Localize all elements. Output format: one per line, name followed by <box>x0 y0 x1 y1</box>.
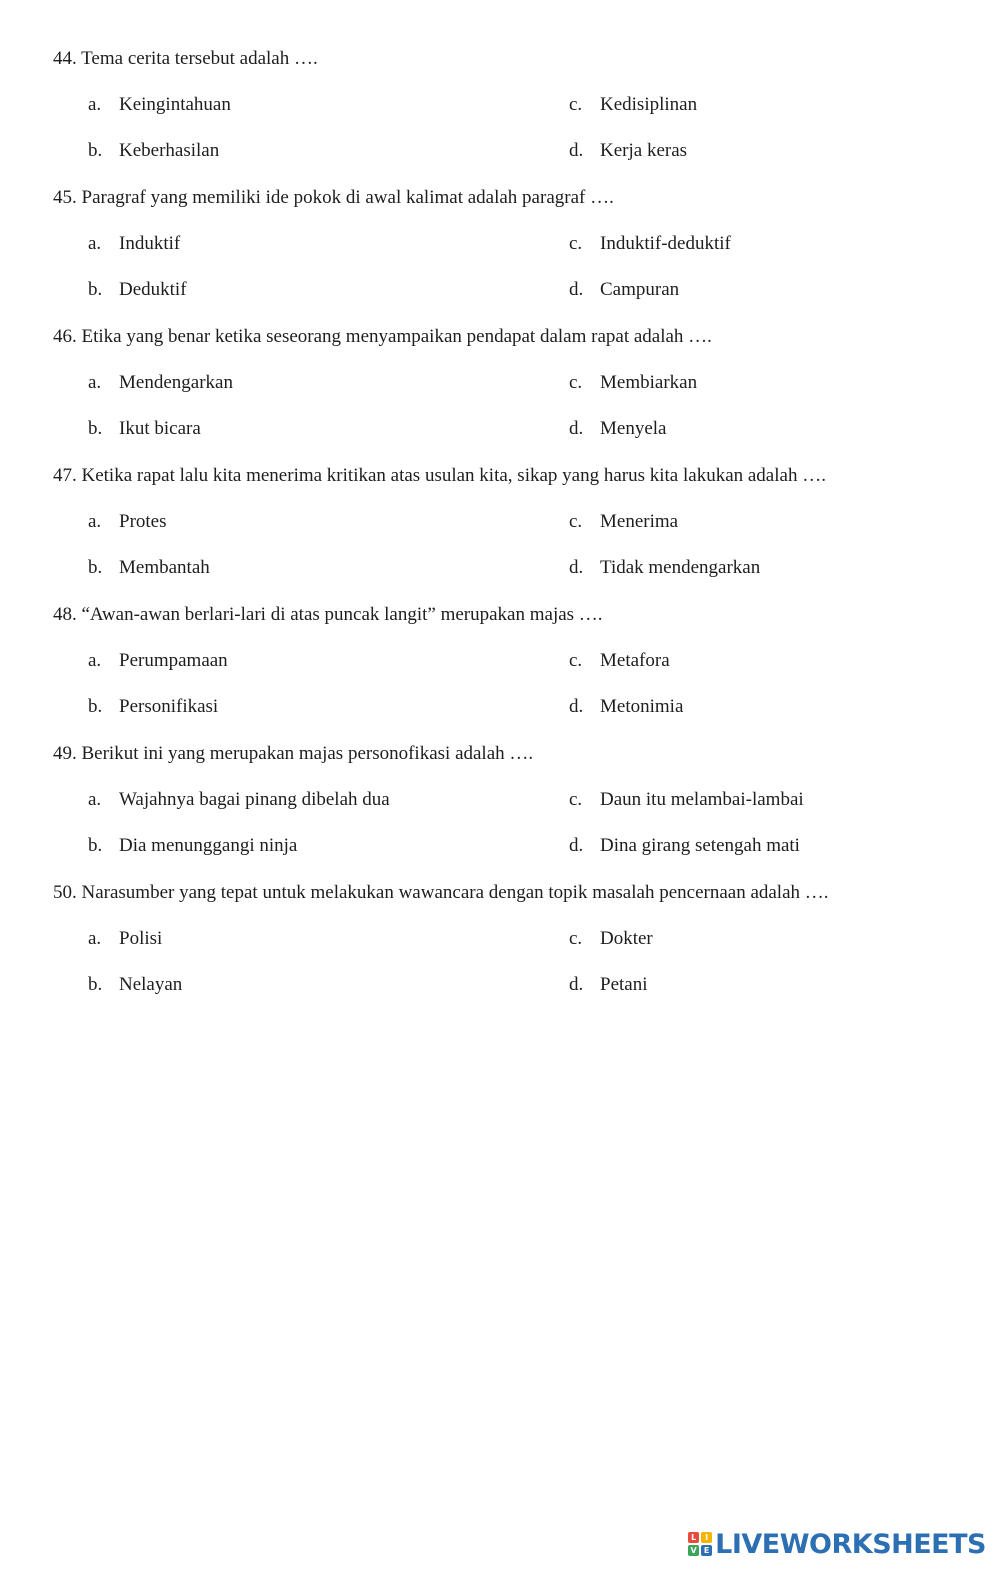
option-letter: d. <box>569 140 584 161</box>
option-letter: c. <box>569 928 583 949</box>
option-letter: a. <box>88 94 102 115</box>
option-text: Mendengarkan <box>119 372 233 393</box>
answer-option[interactable] <box>88 511 167 533</box>
question-item <box>0 882 1000 1022</box>
option-text: Menerima <box>600 511 679 532</box>
option-letter: a. <box>88 233 102 254</box>
question-text: 50. Narasumber yang tepat untuk melakukan wawancara dengan topik masalah pencernaan adalah …. <box>53 882 829 903</box>
answer-option[interactable] <box>88 650 228 672</box>
option-letter: a. <box>88 511 102 532</box>
option-text: Personifikasi <box>119 696 219 717</box>
question-item <box>0 48 1000 188</box>
option-text: Metafora <box>600 650 670 671</box>
option-letter: a. <box>88 372 102 393</box>
option-text: Deduktif <box>119 279 187 300</box>
question-text: 47. Ketika rapat lalu kita menerima kritikan atas usulan kita, sikap yang harus kita lakukan adalah …. <box>53 465 826 486</box>
answer-option[interactable] <box>569 557 760 579</box>
option-letter: c. <box>569 94 583 115</box>
option-text: Dokter <box>600 928 653 949</box>
option-text: Dia menunggangi ninja <box>119 835 298 856</box>
option-letter: b. <box>88 974 103 995</box>
question-item <box>0 326 1000 466</box>
option-text: Petani <box>600 974 648 995</box>
answer-option[interactable] <box>88 789 390 811</box>
logo-text: LIVEWORKSHEETS <box>715 1528 986 1560</box>
option-letter: d. <box>569 418 584 439</box>
option-text: Dina girang setengah mati <box>600 835 800 856</box>
option-letter: a. <box>88 789 102 810</box>
option-letter: d. <box>569 835 584 856</box>
logo-cell-i: I <box>701 1532 712 1543</box>
option-text: Kerja keras <box>600 140 688 161</box>
option-text: Daun itu melambai-lambai <box>600 789 804 810</box>
answer-option[interactable] <box>569 233 731 255</box>
option-text: Polisi <box>119 928 163 949</box>
option-letter: b. <box>88 279 103 300</box>
option-letter: b. <box>88 140 103 161</box>
option-text: Nelayan <box>119 974 183 995</box>
answer-option[interactable] <box>569 650 670 672</box>
option-text: Campuran <box>600 279 680 300</box>
answer-option[interactable] <box>88 94 231 116</box>
option-letter: d. <box>569 974 584 995</box>
logo-cell-v: V <box>688 1545 699 1556</box>
answer-option[interactable] <box>569 835 800 857</box>
option-text: Tidak mendengarkan <box>600 557 761 578</box>
option-text: Membantah <box>119 557 210 578</box>
liveworksheets-logo <box>688 1529 986 1559</box>
question-item <box>0 604 1000 744</box>
option-text: Membiarkan <box>600 372 698 393</box>
answer-option[interactable] <box>88 835 297 857</box>
question-text: 45. Paragraf yang memiliki ide pokok di awal kalimat adalah paragraf …. <box>53 187 614 208</box>
liveworksheets-logo-icon <box>688 1532 712 1556</box>
question-text: 46. Etika yang benar ketika seseorang menyampaikan pendapat dalam rapat adalah …. <box>53 326 712 347</box>
logo-cell-e: E <box>701 1545 712 1556</box>
option-letter: a. <box>88 928 102 949</box>
option-letter: c. <box>569 650 583 671</box>
option-text: Induktif <box>119 233 181 254</box>
answer-option[interactable] <box>88 418 201 440</box>
answer-option[interactable] <box>569 279 679 301</box>
option-text: Perumpamaan <box>119 650 228 671</box>
answer-option[interactable] <box>88 557 210 579</box>
answer-option[interactable] <box>88 279 187 301</box>
answer-option[interactable] <box>569 974 648 996</box>
question-text: 44. Tema cerita tersebut adalah …. <box>53 48 318 69</box>
answer-option[interactable] <box>569 140 687 162</box>
answer-option[interactable] <box>88 696 218 718</box>
option-text: Induktif-deduktif <box>600 233 731 254</box>
question-item <box>0 743 1000 883</box>
answer-option[interactable] <box>569 928 653 950</box>
option-letter: d. <box>569 279 584 300</box>
option-text: Wajahnya bagai pinang dibelah dua <box>119 789 390 810</box>
option-letter: a. <box>88 650 102 671</box>
option-letter: b. <box>88 418 103 439</box>
option-text: Metonimia <box>600 696 684 717</box>
question-text: 48. “Awan-awan berlari-lari di atas puncak langit” merupakan majas …. <box>53 604 603 625</box>
option-letter: c. <box>569 789 583 810</box>
option-text: Protes <box>119 511 167 532</box>
answer-option[interactable] <box>569 94 697 116</box>
answer-option[interactable] <box>569 696 683 718</box>
answer-option[interactable] <box>569 418 666 440</box>
question-item <box>0 465 1000 605</box>
question-text: 49. Berikut ini yang merupakan majas personofikasi adalah …. <box>53 743 534 764</box>
option-text: Menyela <box>600 418 667 439</box>
option-letter: d. <box>569 557 584 578</box>
option-text: Keingintahuan <box>119 94 231 115</box>
answer-option[interactable] <box>88 928 162 950</box>
logo-cell-l: L <box>688 1532 699 1543</box>
option-letter: c. <box>569 233 583 254</box>
answer-option[interactable] <box>88 372 233 394</box>
option-text: Kedisiplinan <box>600 94 698 115</box>
option-text: Ikut bicara <box>119 418 201 439</box>
answer-option[interactable] <box>569 372 697 394</box>
answer-option[interactable] <box>88 233 180 255</box>
option-text: Keberhasilan <box>119 140 220 161</box>
question-item <box>0 187 1000 327</box>
option-letter: b. <box>88 696 103 717</box>
option-letter: b. <box>88 835 103 856</box>
option-letter: d. <box>569 696 584 717</box>
answer-option[interactable] <box>569 789 804 811</box>
answer-option[interactable] <box>88 974 182 996</box>
answer-option[interactable] <box>569 511 678 533</box>
option-letter: b. <box>88 557 103 578</box>
answer-option[interactable] <box>88 140 219 162</box>
option-letter: c. <box>569 511 583 532</box>
option-letter: c. <box>569 372 583 393</box>
